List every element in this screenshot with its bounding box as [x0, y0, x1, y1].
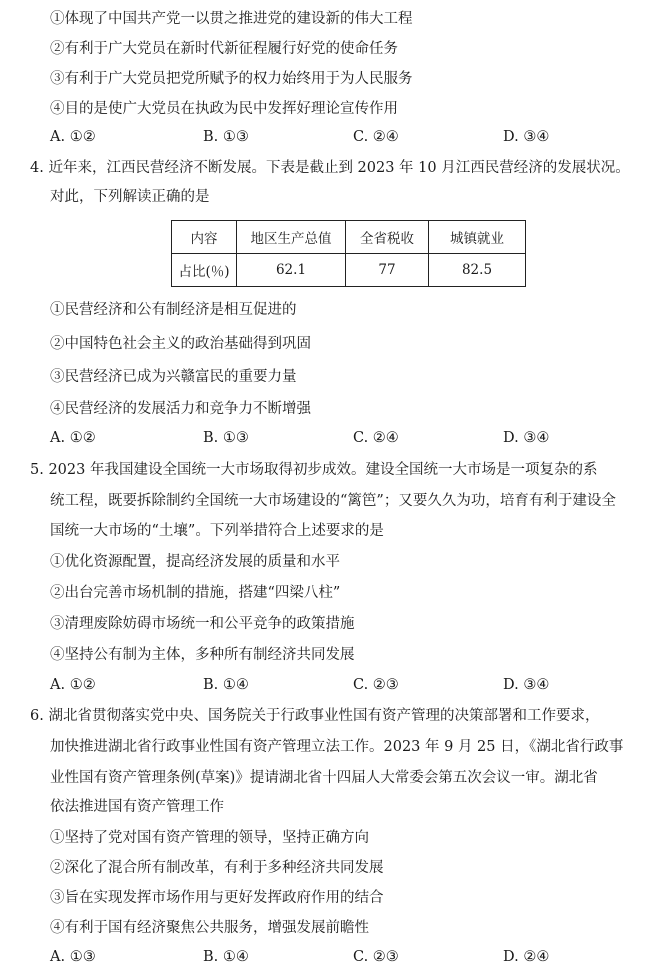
table-header-cell: 内容 [172, 221, 237, 254]
q4-options [50, 428, 650, 448]
q3-options [50, 127, 650, 147]
q6-statement: ③旨在实现发挥市场作用与更好发挥政府作用的结合 [50, 890, 384, 906]
option-c: C. ②③ [353, 949, 399, 965]
q3-statement: ④目的是使广大党员在执政为民中发挥好理论宣传作用 [50, 101, 398, 117]
q4-stem-line: 对此，下列解读正确的是 [50, 189, 210, 205]
option-b: B. ①③ [203, 430, 249, 446]
table-header-cell: 城镇就业 [429, 221, 526, 254]
q6-stem-line: 加快推进湖北省行政事业性国有资产管理立法工作。2023 年 9 月 25 日，《湖北省行政事 [50, 739, 624, 755]
q6-stem-line: 业性国有资产管理条例(草案)》提请湖北省十四届人大常委会第五次会议一审。湖北省 [50, 770, 598, 786]
q6-statement: ②深化了混合所有制改革，有利于多种经济共同发展 [50, 860, 384, 876]
table-row [172, 254, 526, 287]
q5-statement: ①优化资源配置，提高经济发展的质量和水平 [50, 554, 340, 570]
q5-stem-line: 国统一大市场的“土壤”。下列举措符合上述要求的是 [50, 523, 384, 539]
q4-data-table [171, 220, 526, 287]
q4-stem-line: 4. 近年来，江西民营经济不断发展。下表是截止到 2023 年 10 月江西民营经济的发展状况。 [30, 160, 630, 176]
q6-stem-line: 6. 湖北省贯彻落实党中央、国务院关于行政事业性国有资产管理的决策部署和工作要求， [30, 708, 600, 724]
q6-stem-line: 依法推进国有资产管理工作 [50, 799, 224, 815]
table-cell: 62.1 [237, 254, 346, 287]
option-b: B. ①③ [203, 129, 249, 145]
option-d: D. ③④ [503, 430, 550, 446]
table-header-row [172, 221, 526, 254]
q3-statement: ③有利于广大党员把党所赋予的权力始终用于为人民服务 [50, 71, 413, 87]
option-d: D. ③④ [503, 129, 550, 145]
table-cell: 82.5 [429, 254, 526, 287]
q5-stem-line: 5. 2023 年我国建设全国统一大市场取得初步成效。建设全国统一大市场是一项复杂的系 [30, 462, 598, 478]
table-header-cell: 地区生产总值 [237, 221, 346, 254]
q4-statement: ③民营经济已成为兴赣富民的重要力量 [50, 369, 297, 385]
table-cell: 77 [346, 254, 429, 287]
q4-statement: ④民营经济的发展活力和竞争力不断增强 [50, 401, 311, 417]
q6-statement: ①坚持了党对国有资产管理的领导，坚持正确方向 [50, 830, 369, 846]
q5-statement: ④坚持公有制为主体，多种所有制经济共同发展 [50, 647, 355, 663]
q4-statement: ①民营经济和公有制经济是相互促进的 [50, 302, 297, 318]
q3-statement: ①体现了中国共产党一以贯之推进党的建设新的伟大工程 [50, 11, 413, 27]
option-d: D. ③④ [503, 677, 550, 693]
q6-options [50, 947, 650, 967]
q5-statement: ③清理废除妨碍市场统一和公平竞争的政策措施 [50, 616, 355, 632]
q6-statement: ④有利于国有经济聚焦公共服务，增强发展前瞻性 [50, 920, 369, 936]
table-cell: 占比(％) [172, 254, 237, 287]
option-c: C. ②④ [353, 129, 399, 145]
option-c: C. ②③ [353, 677, 399, 693]
q4-statement: ②中国特色社会主义的政治基础得到巩固 [50, 336, 311, 352]
option-b: B. ①④ [203, 677, 249, 693]
option-b: B. ①④ [203, 949, 249, 965]
q5-options [50, 675, 650, 695]
option-d: D. ②④ [503, 949, 550, 965]
option-a: A. ①② [50, 430, 96, 446]
q5-statement: ②出台完善市场机制的措施，搭建“四梁八柱” [50, 585, 341, 601]
option-a: A. ①② [50, 677, 96, 693]
table-header-cell: 全省税收 [346, 221, 429, 254]
q5-stem-line: 统工程，既要拆除制约全国统一大市场建设的“篱笆”；又要久久为功，培育有利于建设全 [50, 493, 616, 509]
option-a: A. ①② [50, 129, 96, 145]
option-a: A. ①③ [50, 949, 96, 965]
option-c: C. ②④ [353, 430, 399, 446]
q3-statement: ②有利于广大党员在新时代新征程履行好党的使命任务 [50, 41, 398, 57]
